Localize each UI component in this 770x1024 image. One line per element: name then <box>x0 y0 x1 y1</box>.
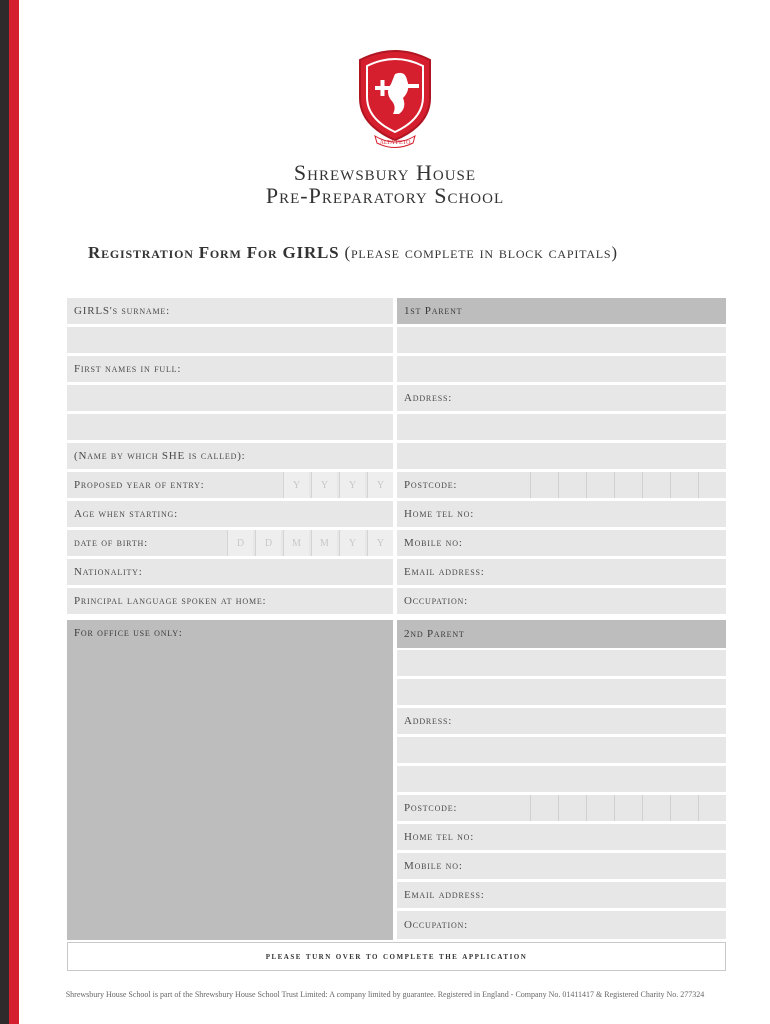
surname-field[interactable] <box>67 298 393 324</box>
parent1-address-row-2[interactable] <box>397 414 726 440</box>
first-names-input-row-1[interactable] <box>67 385 393 411</box>
parent2-mobile-field[interactable] <box>397 853 726 879</box>
postcode-box[interactable] <box>530 472 556 498</box>
dob-box[interactable]: D <box>227 530 253 556</box>
parent2-home-tel-field[interactable] <box>397 824 726 850</box>
office-use-box <box>67 620 393 940</box>
parent2-occupation-field[interactable] <box>397 911 726 939</box>
year-box[interactable]: Y <box>283 472 309 498</box>
parent1-home-tel-field[interactable] <box>397 501 726 527</box>
parent1-address-field[interactable] <box>397 385 726 411</box>
nationality-field[interactable] <box>67 559 393 585</box>
entry-year-boxes[interactable] <box>283 472 395 498</box>
age-starting-label: Age when starting: <box>74 508 178 520</box>
known-as-field[interactable] <box>67 443 393 469</box>
left-border-dark <box>0 0 9 1024</box>
language-label: Principal language spoken at home: <box>74 595 267 607</box>
parent2-mobile-label: Mobile no: <box>404 860 463 872</box>
parent1-address-row-3[interactable] <box>397 443 726 469</box>
surname-label: GIRLS's surname: <box>74 305 170 317</box>
turn-over-notice: please turn over to complete the application <box>67 942 726 971</box>
parent1-email-label: Email address: <box>404 566 485 578</box>
form-title-note: (please complete in block capitals) <box>344 243 618 262</box>
parent1-email-field[interactable] <box>397 559 726 585</box>
year-box[interactable]: Y <box>367 472 393 498</box>
parent2-occupation-label: Occupation: <box>404 919 468 931</box>
parent2-email-field[interactable] <box>397 882 726 908</box>
year-box[interactable]: Y <box>311 472 337 498</box>
postcode-box[interactable] <box>670 472 696 498</box>
dob-boxes[interactable] <box>227 530 395 556</box>
first-names-label: First names in full: <box>74 363 182 375</box>
surname-input-row[interactable] <box>67 327 393 353</box>
parent2-address-field[interactable] <box>397 708 726 734</box>
postcode-box[interactable] <box>642 472 668 498</box>
postcode-box[interactable] <box>642 795 668 821</box>
nationality-label: Nationality: <box>74 566 143 578</box>
parent2-header-label: 2nd Parent <box>404 628 465 640</box>
dob-box[interactable]: M <box>283 530 309 556</box>
parent1-name-row-2[interactable] <box>397 356 726 382</box>
footer-legal-text: Shrewsbury House School is part of the Shrewsbury House School Trust Limited: A company limited by guarantee. Registered in England - Company No. 01411417 & Registered Charity No. 277324 <box>65 990 705 999</box>
parent2-home-tel-label: Home tel no: <box>404 831 475 843</box>
parent1-postcode-boxes[interactable] <box>530 472 726 498</box>
left-border-red <box>9 0 19 1024</box>
parent1-occupation-label: Occupation: <box>404 595 468 607</box>
postcode-box[interactable] <box>670 795 696 821</box>
postcode-box[interactable] <box>698 472 724 498</box>
parent2-postcode-boxes[interactable] <box>530 795 726 821</box>
parent1-name-row-1[interactable] <box>397 327 726 353</box>
form-title-main: Registration Form For GIRLS <box>88 243 340 262</box>
dob-box[interactable]: Y <box>339 530 365 556</box>
school-name-line2: Pre-Preparatory School <box>265 183 505 208</box>
parent1-address-label: Address: <box>404 392 453 404</box>
school-crest-logo <box>345 40 445 150</box>
postcode-box[interactable] <box>698 795 724 821</box>
entry-year-label: Proposed year of entry: <box>74 479 205 491</box>
postcode-box[interactable] <box>586 472 612 498</box>
parent1-postcode-label: Postcode: <box>404 479 458 491</box>
dob-box[interactable]: Y <box>367 530 393 556</box>
dob-box[interactable]: M <box>311 530 337 556</box>
first-names-input-row-2[interactable] <box>67 414 393 440</box>
first-names-field[interactable] <box>67 356 393 382</box>
postcode-box[interactable] <box>558 472 584 498</box>
parent2-header <box>397 620 726 648</box>
crest-motto: ALTA PETO <box>379 140 411 146</box>
postcode-box[interactable] <box>530 795 556 821</box>
office-use-label: For office use only: <box>74 627 183 639</box>
parent1-mobile-label: Mobile no: <box>404 537 463 549</box>
dob-label: date of birth: <box>74 537 148 549</box>
parent1-header-label: 1st Parent <box>404 305 463 317</box>
postcode-box[interactable] <box>586 795 612 821</box>
dob-box[interactable]: D <box>255 530 281 556</box>
parent2-email-label: Email address: <box>404 889 485 901</box>
parent2-name-row-1[interactable] <box>397 650 726 676</box>
parent1-header <box>397 298 726 324</box>
known-as-label: (Name by which SHE is called): <box>74 450 246 462</box>
year-box[interactable]: Y <box>339 472 365 498</box>
parent2-postcode-label: Postcode: <box>404 802 458 814</box>
parent1-occupation-field[interactable] <box>397 588 726 614</box>
parent2-address-label: Address: <box>404 715 453 727</box>
form-title <box>88 243 618 263</box>
parent2-name-row-2[interactable] <box>397 679 726 705</box>
parent1-mobile-field[interactable] <box>397 530 726 556</box>
language-field[interactable] <box>67 588 393 614</box>
postcode-box[interactable] <box>614 795 640 821</box>
postcode-box[interactable] <box>558 795 584 821</box>
age-starting-field[interactable] <box>67 501 393 527</box>
parent2-address-row-2[interactable] <box>397 737 726 763</box>
school-name-line1: Shrewsbury House <box>293 160 477 185</box>
postcode-box[interactable] <box>614 472 640 498</box>
parent2-address-row-3[interactable] <box>397 766 726 792</box>
parent1-home-tel-label: Home tel no: <box>404 508 475 520</box>
